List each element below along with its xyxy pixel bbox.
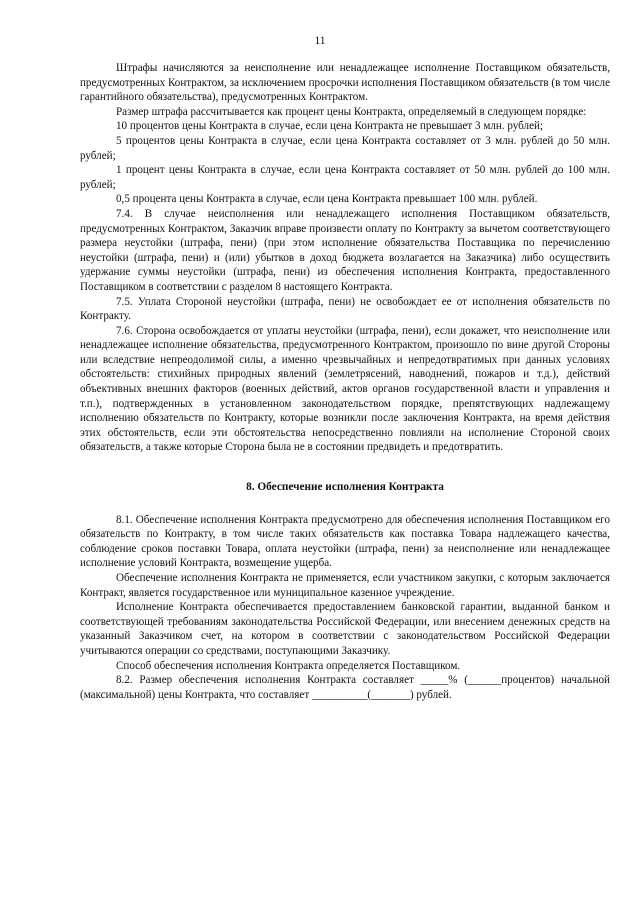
paragraph-fine-05-percent: 0,5 процента цены Контракта в случае, если цена Контракта превышает 100 млн. рублей. <box>116 193 538 206</box>
paragraph-7-6: 7.6. Сторона освобождается от уплаты неустойки (штрафа, пени), если докажет, что неисполнение или ненадлежащее исполнение обязательства, предусмотренного Контрактом, произошло по вине другой Стороны или вследствие непреодолимой силы, а именно чрезвычайных и непредотвратимых при данных условиях обстоятельств: стихийных природных явлений (землетрясений, наводнений, пожаров и т.д.), действий объективных внешних факторов (военных действий, актов органов государственной власти и управления и т.п.), подтвержденных в установленном законодательством порядке, препятствующих надлежащему исполнению обязательств по Контракту, которые возникли после заключения Контракта, на время действия этих обстоятельств, если эти обстоятельства непосредственно повлияли на исполнение Стороной своих обязательств, а также которые Сторона была не в состоянии предвидеть и предотвратить. <box>80 324 610 454</box>
section-8-heading: 8. Обеспечение исполнения Контракта <box>246 481 444 494</box>
paragraph-fine-size: Размер штрафа рассчитывается как процент цены Контракта, определяемый в следующем порядке: <box>116 105 587 118</box>
paragraph-fine-10-percent: 10 процентов цены Контракта в случае, если цена Контракта не превышает 3 млн. рублей; <box>116 120 544 133</box>
paragraph-security-methods: Исполнение Контракта обеспечивается предоставлением банковской гарантии, выданной банком и соответствующей требованиям законодательства Российской Федерации, или внесением денежных средств на указанный Заказчиком счет, на котором в соответствии с законодательством Российской Федерации учитываются операции со средствами, поступающими Заказчику. <box>80 601 610 657</box>
document-body <box>80 61 610 702</box>
paragraph-security-choice: Способ обеспечения исполнения Контракта определяется Поставщиком. <box>116 659 461 672</box>
paragraph-fines-intro: Штрафы начисляются за неисполнение или ненадлежащее исполнение Поставщиком обязательств, предусмотренных Контрактом, за исключением просрочки исполнения Поставщиком обязательств (в том числе гарантийного обязательства), предусмотренных Контрактом. <box>80 62 610 104</box>
paragraph-security-not-applied: Обеспечение исполнения Контракта не применяется, если участником закупки, с которым заключается Контракт, является государственное или муниципальное казенное учреждение. <box>80 572 610 599</box>
page-number: 11 <box>314 35 326 47</box>
paragraph-7-4: 7.4. В случае неисполнения или ненадлежащего исполнения Поставщиком обязательств, предусмотренных Контрактом, Заказчик вправе произвести оплату по Контракту за вычетом соответствующего размера неустойки (штрафа, пени) (при этом исполнение обязательства Поставщика по перечислению неустойки (штрафа, пени) и (или) убытков в доход бюджета возлагается на Заказчика) либо осуществить удержание суммы неустойки (штрафа, пени) из обеспечения исполнения Контракта, предоставленного Поставщиком в соответствии с разделом 8 настоящего Контракта. <box>80 207 610 293</box>
paragraph-8-1: 8.1. Обеспечение исполнения Контракта предусмотрено для обеспечения исполнения Поставщиком его обязательств по Контракту, в том числе таких обязательств как поставка Товара надлежащего качества, соблюдение сроков поставки Товара, оплата неустойки (штрафа, пени) за неисполнение или ненадлежащее исполнение условий Контракта, возмещение ущерба. <box>80 513 610 570</box>
paragraph-fine-1-percent: 1 процент цены Контракта в случае, если цена Контракта составляет от 50 млн. рублей до 100 млн. рублей; <box>80 164 610 191</box>
paragraph-7-5: 7.5. Уплата Стороной неустойки (штрафа, пени) не освобождает ее от исполнения обязательств по Контракту. <box>80 295 610 323</box>
paragraph-8-2: 8.2. Размер обеспечения исполнения Контракта составляет _____% (______процентов) начальной (максимальной) цены Контракта, что составляет __________(_______) рублей. <box>80 674 610 701</box>
paragraph-fine-5-percent: 5 процентов цены Контракта в случае, если цена Контракта составляет от 3 млн. рублей до 50 млн. рублей; <box>80 134 610 162</box>
